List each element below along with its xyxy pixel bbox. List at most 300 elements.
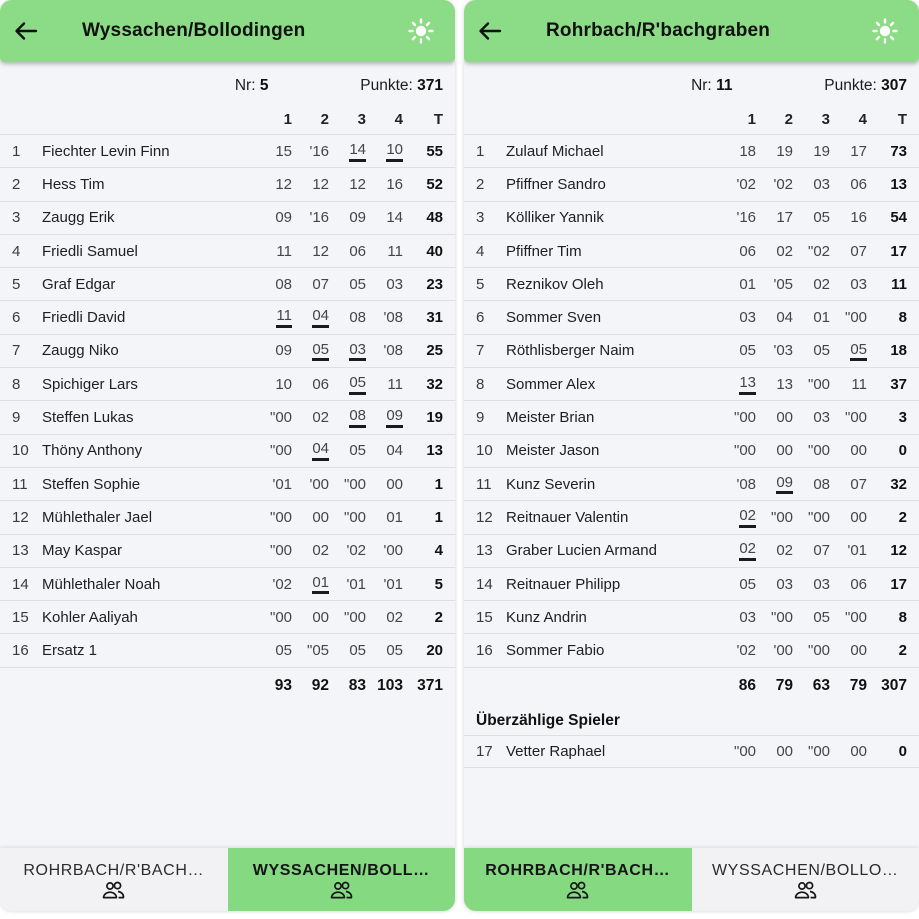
score-col-4: 09 (366, 407, 403, 428)
table-row[interactable] (0, 234, 455, 267)
table-row[interactable] (0, 134, 455, 167)
player-name: Kohler Aaliyah (42, 608, 138, 626)
row-total: 19 (426, 409, 443, 427)
score-prefix-mark: ' (272, 575, 276, 593)
player-name: Sommer Fabio (506, 642, 605, 660)
tab-wyssachen[interactable]: WYSSACHEN/BOLLO… (692, 848, 919, 911)
score-col-3: 19 (813, 142, 830, 160)
player-name: Fiechter Levin Finn (42, 142, 170, 160)
extra-player-table (464, 735, 919, 768)
table-row[interactable] (464, 500, 919, 533)
row-total: 0 (898, 742, 907, 760)
player-name: Graber Lucien Armand (506, 542, 657, 560)
score-col-2: 02 (776, 542, 793, 560)
score-col-1: "00 (733, 742, 756, 760)
score-col-2: 01 (292, 574, 329, 595)
row-total: 18 (890, 342, 907, 360)
row-rank: 13 (12, 542, 29, 560)
table-row[interactable] (0, 400, 455, 433)
col-header-total: T (897, 110, 907, 128)
score-col-1: 09 (275, 209, 292, 227)
table-row[interactable] (464, 201, 919, 234)
score-col-3: 05 (813, 608, 830, 626)
score-col-3: 06 (349, 242, 366, 260)
column-headers (0, 104, 455, 134)
player-name: Zaugg Niko (42, 342, 119, 360)
score-col-1: 06 (739, 242, 756, 260)
tab-wyssachen[interactable]: WYSSACHEN/BOLL… (228, 848, 456, 911)
table-row[interactable] (464, 534, 919, 567)
score-col-3: "00 (343, 608, 366, 626)
player-name: Zulauf Michael (506, 142, 604, 160)
player-name: Reznikov Oleh (506, 275, 604, 293)
score-prefix-mark: " (269, 409, 276, 427)
brightness-sun-icon (870, 16, 900, 46)
player-name: Kölliker Yannik (506, 209, 604, 227)
row-total: 5 (434, 575, 443, 593)
score-col-3: "02 (807, 242, 830, 260)
score-col-1: 11 (248, 307, 292, 328)
row-rank: 5 (476, 275, 485, 293)
table-row[interactable] (464, 167, 919, 200)
score-col-4: '01 (847, 542, 867, 560)
score-col-3: "00 (807, 742, 830, 760)
screen-wyssachen (0, 0, 455, 911)
row-total: 0 (898, 442, 907, 460)
back-button[interactable] (12, 9, 56, 53)
score-col-2: 02 (312, 542, 329, 560)
table-row[interactable] (464, 567, 919, 600)
score-col-3: 09 (349, 209, 366, 227)
score-prefix-mark: ' (736, 175, 740, 193)
row-rank: 10 (476, 442, 493, 460)
player-table (0, 134, 455, 667)
row-total: 32 (426, 375, 443, 393)
score-col-2: '16 (309, 209, 329, 227)
row-rank: 2 (476, 175, 485, 193)
row-total: 1 (434, 475, 443, 493)
table-row[interactable] (464, 234, 919, 267)
score-col-4: '08 (383, 342, 403, 360)
score-col-1: 02 (712, 540, 756, 561)
score-col-2: '03 (773, 342, 793, 360)
row-total: 17 (890, 242, 907, 260)
score-col-1: '16 (736, 209, 756, 227)
score-col-3: 03 (329, 341, 366, 362)
score-prefix-mark: ' (773, 275, 777, 293)
brightness-button[interactable] (399, 9, 443, 53)
score-col-4: 14 (386, 209, 403, 227)
row-rank: 3 (12, 209, 21, 227)
score-col-3: 14 (329, 141, 366, 162)
score-col-3: "00 (343, 508, 366, 526)
score-col-4: 17 (850, 142, 867, 160)
score-col-1: '01 (272, 475, 292, 493)
score-col-2: '16 (309, 142, 329, 160)
row-total: 1 (434, 508, 443, 526)
score-prefix-mark: ' (847, 542, 851, 560)
score-col-1: '08 (736, 475, 756, 493)
player-name: Friedli David (42, 309, 126, 327)
score-prefix-mark: " (343, 608, 350, 626)
player-name: Kunz Andrin (506, 608, 587, 626)
row-total: 17 (890, 575, 907, 593)
score-col-2: 00 (776, 442, 793, 460)
score-col-2: '02 (773, 175, 793, 193)
score-col-3: 01 (813, 309, 830, 327)
score-col-1: "00 (269, 608, 292, 626)
score-col-2: 12 (312, 175, 329, 193)
player-name: Graf Edgar (42, 275, 116, 293)
score-col-2: 02 (312, 409, 329, 427)
score-col-2: "00 (770, 608, 793, 626)
score-col-3: "00 (807, 508, 830, 526)
score-col-2: 05 (292, 341, 329, 362)
score-prefix-mark: " (733, 442, 740, 460)
score-prefix-mark: " (733, 409, 740, 427)
row-rank: 17 (476, 742, 493, 760)
score-col-4: 07 (850, 242, 867, 260)
row-total: 23 (426, 275, 443, 293)
score-col-4: 03 (850, 275, 867, 293)
score-prefix-mark: ' (346, 575, 350, 593)
score-col-3: "00 (343, 475, 366, 493)
team-number: Nr: 11 (691, 77, 733, 94)
score-col-3: 05 (349, 275, 366, 293)
table-row[interactable] (464, 400, 919, 433)
score-prefix-mark: ' (309, 209, 313, 227)
score-col-3: 03 (813, 175, 830, 193)
score-col-4: '00 (383, 542, 403, 560)
score-col-4: 05 (386, 642, 403, 660)
score-prefix-mark: " (269, 542, 276, 560)
score-col-1: '02 (736, 175, 756, 193)
tab-rohrbach[interactable]: ROHRBACH/R'BACH… (464, 848, 692, 911)
score-col-1: 05 (739, 575, 756, 593)
col-header-4: 4 (394, 110, 403, 128)
row-total: 13 (426, 442, 443, 460)
totals-row: 93 92 83 103 371 (0, 667, 455, 705)
row-rank: 8 (476, 375, 485, 393)
score-prefix-mark: " (807, 642, 814, 660)
score-col-4: 10 (366, 141, 403, 162)
player-name: Friedli Samuel (42, 242, 138, 260)
table-row[interactable] (0, 534, 455, 567)
table-row[interactable] (0, 467, 455, 500)
player-name: Pfiffner Sandro (506, 175, 606, 193)
row-rank: 4 (12, 242, 21, 260)
score-col-3: 02 (813, 275, 830, 293)
table-row[interactable] (464, 633, 919, 666)
score-col-3: 12 (349, 175, 366, 193)
table-row[interactable] (0, 600, 455, 633)
score-col-2: 06 (312, 375, 329, 393)
score-col-3: 05 (329, 374, 366, 395)
score-col-1: 13 (712, 374, 756, 395)
row-total: 31 (426, 309, 443, 327)
score-col-4: 02 (386, 608, 403, 626)
score-col-3: '01 (346, 575, 366, 593)
page-title: Wyssachen/Bollodingen (82, 20, 306, 41)
meta-row (0, 70, 455, 104)
player-name: Steffen Lukas (42, 409, 134, 427)
col-header-1: 1 (747, 110, 756, 128)
row-rank: 6 (12, 309, 21, 327)
score-prefix-mark: ' (383, 575, 387, 593)
app-bar (464, 0, 919, 62)
score-col-4: 05 (830, 341, 867, 362)
column-headers (464, 104, 919, 134)
score-col-4: 11 (387, 375, 403, 393)
col-header-2: 2 (784, 110, 793, 128)
score-col-4: 00 (850, 508, 867, 526)
score-prefix-mark: ' (736, 209, 740, 227)
row-rank: 1 (12, 142, 21, 160)
table-row[interactable] (0, 167, 455, 200)
row-rank: 12 (12, 508, 29, 526)
row-rank: 14 (476, 575, 493, 593)
score-prefix-mark: " (269, 508, 276, 526)
score-prefix-mark: " (844, 409, 851, 427)
score-col-2: 09 (756, 474, 793, 495)
row-rank: 13 (476, 542, 493, 560)
score-col-1: 01 (739, 275, 756, 293)
score-col-2: 00 (776, 409, 793, 427)
row-rank: 3 (476, 209, 485, 227)
row-total: 8 (898, 309, 907, 327)
score-col-1: "00 (733, 409, 756, 427)
player-name: Kunz Severin (506, 475, 596, 493)
row-rank: 14 (12, 575, 29, 593)
score-col-4: "00 (844, 309, 867, 327)
score-prefix-mark: ' (383, 542, 387, 560)
score-col-2: 00 (776, 742, 793, 760)
screen-rohrbach (464, 0, 919, 911)
col-header-2: 2 (320, 110, 329, 128)
table-row[interactable] (464, 434, 919, 467)
score-col-3: 08 (329, 407, 366, 428)
row-total: 3 (898, 409, 907, 427)
score-col-2: 13 (776, 375, 793, 393)
row-rank: 9 (476, 409, 485, 427)
score-prefix-mark: ' (383, 309, 387, 327)
score-prefix-mark: " (770, 608, 777, 626)
table-row[interactable] (0, 633, 455, 666)
score-prefix-mark: ' (309, 475, 313, 493)
score-col-1: 05 (739, 342, 756, 360)
col-header-3: 3 (357, 110, 366, 128)
score-col-4: "00 (844, 409, 867, 427)
row-total: 2 (434, 608, 443, 626)
score-col-1: 05 (275, 642, 292, 660)
score-col-1: '02 (736, 642, 756, 660)
player-name: Thöny Anthony (42, 442, 143, 460)
row-rank: 8 (12, 375, 21, 393)
meta-row (464, 70, 919, 104)
score-col-4: 04 (386, 442, 403, 460)
row-total: 2 (898, 508, 907, 526)
table-row[interactable] (0, 434, 455, 467)
score-prefix-mark: ' (773, 642, 777, 660)
row-total: 55 (426, 142, 443, 160)
team-points: Punkte: 307 (824, 77, 907, 94)
row-total: 25 (426, 342, 443, 360)
col-header-total: T (433, 110, 443, 128)
player-name: Mühlethaler Noah (42, 575, 161, 593)
score-prefix-mark: ' (346, 542, 350, 560)
score-prefix-mark: " (807, 742, 814, 760)
table-row[interactable] (464, 134, 919, 167)
table-row[interactable] (0, 567, 455, 600)
player-name: Röthlisberger Naim (506, 342, 635, 360)
score-col-2: 04 (292, 307, 329, 328)
brightness-button[interactable] (863, 9, 907, 53)
score-col-2: 02 (776, 242, 793, 260)
back-button[interactable] (476, 9, 520, 53)
row-total: 2 (898, 642, 907, 660)
table-row[interactable] (0, 300, 455, 333)
people-icon (100, 881, 127, 900)
row-total: 13 (890, 175, 907, 193)
player-name: Vetter Raphael (506, 742, 606, 760)
score-col-3: 03 (813, 409, 830, 427)
score-col-1: "00 (733, 442, 756, 460)
score-col-4: 07 (850, 475, 867, 493)
row-rank: 16 (12, 642, 29, 660)
score-col-4: 00 (850, 442, 867, 460)
score-col-1: 09 (275, 342, 292, 360)
score-prefix-mark: " (770, 508, 777, 526)
table-row[interactable] (0, 500, 455, 533)
score-col-2: 03 (776, 575, 793, 593)
people-icon (792, 881, 819, 900)
row-total: 40 (426, 242, 443, 260)
team-number: Nr: 5 (234, 77, 269, 94)
row-rank: 7 (12, 342, 21, 360)
bottom-tab-bar (464, 848, 919, 911)
score-col-3: 05 (349, 442, 366, 460)
score-col-3: 05 (813, 209, 830, 227)
score-col-3: "00 (807, 375, 830, 393)
score-prefix-mark: " (807, 242, 814, 260)
score-col-1: 11 (276, 242, 292, 260)
row-rank: 16 (476, 642, 493, 660)
row-rank: 11 (12, 475, 28, 493)
score-col-4: 16 (850, 209, 867, 227)
score-prefix-mark: " (269, 442, 276, 460)
score-col-2: "05 (306, 642, 329, 660)
row-rank: 4 (476, 242, 485, 260)
tab-rohrbach[interactable]: ROHRBACH/R'BACH… (0, 848, 228, 911)
score-prefix-mark: ' (736, 642, 740, 660)
score-col-1: 10 (275, 375, 292, 393)
page-title: Rohrbach/R'bachgraben (546, 20, 771, 41)
table-row[interactable] (464, 600, 919, 633)
row-total: 32 (890, 475, 907, 493)
score-prefix-mark: ' (773, 175, 777, 193)
bottom-tab-bar (0, 848, 455, 911)
table-row[interactable] (0, 367, 455, 400)
score-col-1: "00 (269, 442, 292, 460)
player-name: Ersatz 1 (42, 642, 98, 660)
table-row[interactable] (0, 267, 455, 300)
score-col-2: 04 (292, 440, 329, 461)
score-col-1: "00 (269, 409, 292, 427)
team-points: Punkte: 371 (360, 77, 443, 94)
row-rank: 2 (12, 175, 21, 193)
row-rank: 10 (12, 442, 29, 460)
table-row[interactable] (0, 201, 455, 234)
row-total: 52 (426, 175, 443, 193)
row-rank: 1 (476, 142, 485, 160)
score-col-3: 05 (813, 342, 830, 360)
score-col-4: 11 (387, 242, 403, 260)
score-prefix-mark: " (807, 508, 814, 526)
row-rank: 12 (476, 508, 493, 526)
score-col-3: '02 (346, 542, 366, 560)
row-rank: 11 (476, 475, 492, 493)
score-col-2: "00 (770, 508, 793, 526)
table-row[interactable] (464, 735, 919, 768)
score-prefix-mark: " (343, 508, 350, 526)
row-rank: 6 (476, 309, 485, 327)
score-prefix-mark: ' (309, 142, 313, 160)
row-total: 12 (890, 542, 907, 560)
row-rank: 9 (12, 409, 21, 427)
score-prefix-mark: ' (383, 342, 387, 360)
table-row[interactable] (0, 334, 455, 367)
score-col-2: 19 (776, 142, 793, 160)
score-col-3: "00 (807, 642, 830, 660)
score-prefix-mark: " (306, 642, 313, 660)
row-total: 8 (898, 608, 907, 626)
score-col-4: 00 (850, 642, 867, 660)
score-col-2: '00 (773, 642, 793, 660)
table-row[interactable] (464, 467, 919, 500)
score-col-4: '08 (383, 309, 403, 327)
score-col-2: '05 (773, 275, 793, 293)
score-prefix-mark: " (343, 475, 350, 493)
player-name: Pfiffner Tim (506, 242, 582, 260)
col-header-4: 4 (858, 110, 867, 128)
player-name: Sommer Sven (506, 309, 602, 327)
score-col-1: 08 (275, 275, 292, 293)
score-prefix-mark: " (807, 442, 814, 460)
back-arrow-icon (12, 19, 40, 43)
score-col-3: 07 (813, 542, 830, 560)
score-col-1: 15 (275, 142, 292, 160)
row-total: 11 (891, 275, 907, 293)
table-row[interactable] (464, 334, 919, 367)
score-prefix-mark: ' (773, 342, 777, 360)
score-col-4: 11 (851, 375, 867, 393)
score-col-1: 03 (739, 608, 756, 626)
player-name: Reitnauer Valentin (506, 508, 629, 526)
table-row[interactable] (464, 300, 919, 333)
score-prefix-mark: " (807, 375, 814, 393)
row-rank: 7 (476, 342, 485, 360)
col-header-3: 3 (821, 110, 830, 128)
table-row[interactable] (464, 267, 919, 300)
row-total: 54 (890, 209, 907, 227)
extra-players-heading: Überzählige Spieler (476, 711, 620, 729)
brightness-sun-icon (406, 16, 436, 46)
score-col-2: 12 (312, 242, 329, 260)
player-name: Reitnauer Philipp (506, 575, 621, 593)
score-col-4: 01 (386, 508, 403, 526)
table-row[interactable] (464, 367, 919, 400)
player-name: Steffen Sophie (42, 475, 141, 493)
